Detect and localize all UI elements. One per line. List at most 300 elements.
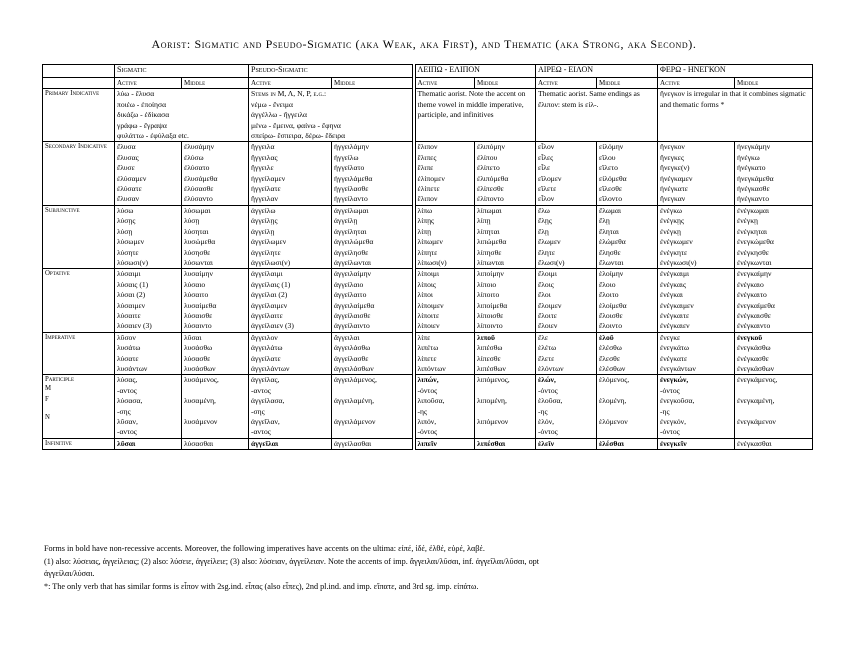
aorist-table	[42, 64, 813, 450]
voice-header-row	[43, 78, 813, 89]
cell-sigmatic-middle	[182, 375, 249, 438]
gender-m: M	[45, 385, 52, 393]
form: ἑλοῦ	[599, 332, 614, 342]
form: ἀγγείλαι (2)	[251, 290, 288, 300]
form: ἕληται	[599, 226, 619, 236]
form: ἕλοιμι	[538, 269, 557, 279]
cell-pseudo-middle	[332, 269, 414, 332]
form: ἑλομένη,	[599, 396, 627, 406]
form: ἀγγειλάντων	[251, 363, 290, 373]
form: ἑλοίμην	[599, 269, 624, 279]
form: ἐνεγκάντων	[660, 363, 696, 373]
form: ἀγγείλωνται	[334, 257, 371, 267]
form: εἵλου	[599, 152, 616, 162]
form: ἐνεγκοῦσα,	[660, 396, 695, 406]
form: ἐλίπετο	[477, 163, 500, 173]
cell-primary-pseudo	[249, 89, 414, 142]
form: λιπόντων	[417, 363, 446, 373]
form: ἕλοιεν	[538, 321, 558, 331]
form: ἐνέγκωμαι	[737, 205, 770, 215]
form: λυσάμενος,	[184, 375, 219, 385]
cell-leipo-active: λιπεῖν	[414, 438, 475, 449]
form: λιπών,	[417, 375, 439, 385]
form: ἑλέτω	[538, 343, 557, 353]
footnote-line: (1) also: λύσειας, ἀγγείλειας; (2) also: λύσειε, ἀγγείλειε; (3) also: λύσειαν, ἀγγείλειαν. Note the accents of imp. ἄγγειλαι/λῦσαι, inf. ἀγγεῖλαι/λῦσαι, opt	[44, 556, 540, 566]
footnote-line: ἀγγείλαι/λύσαι.	[44, 569, 95, 579]
form: λύσωνται	[184, 257, 213, 267]
form: εἵλετε	[538, 184, 557, 194]
form: ἀγγειλώμεθα	[334, 237, 374, 247]
cell-leipo-active	[414, 269, 475, 332]
gender-n: N	[45, 414, 50, 422]
form: ἕλητε	[538, 247, 556, 257]
cell-leipo-active	[414, 142, 475, 205]
voice-middle: Middle	[332, 78, 414, 89]
cell-primary-leipo: Thematic aorist. Note the accent on theme vowel in middle imperative, participle, and infinitives	[414, 89, 536, 142]
form: ἐνέγκηται	[737, 226, 768, 236]
form: ἐλύσατε	[117, 184, 142, 194]
form: ἕλῃ	[599, 216, 610, 226]
voice-middle: Middle	[735, 78, 813, 89]
form: ἑλόμενος,	[599, 375, 630, 385]
row-optative	[43, 269, 813, 332]
form: ἐλιπόμεθα	[477, 173, 509, 183]
form: -ης	[538, 406, 548, 416]
form: ἀγγειλάσθω	[334, 343, 371, 353]
cell-primary-haireo: Thematic aorist. Same endings as ἔλιπον: stem is εἱλ-.	[536, 89, 658, 142]
form: ἐλίπου	[477, 152, 498, 162]
form: ἕλοιτο	[599, 290, 619, 300]
form: ἕλεσθε	[599, 353, 621, 363]
form: λίπω	[417, 205, 433, 215]
form: λίπετε	[417, 353, 437, 363]
form: λύσωσι(ν)	[117, 257, 149, 267]
group-leipo: ΛΕΙΠΩ - ΕΛΙΠΟΝ	[414, 65, 536, 78]
row-participle	[43, 375, 813, 438]
form: λύσας,	[117, 375, 138, 385]
cell-pseudo-middle	[332, 205, 414, 268]
form: ἀγγειλάμενος,	[334, 375, 377, 385]
cell-phero-middle	[735, 205, 813, 268]
cell-phero-active	[658, 332, 735, 375]
row-label-participle	[43, 375, 115, 438]
form: ἀγγειλάμενον	[334, 416, 376, 426]
form: -σης	[251, 406, 265, 416]
form: λύσω	[117, 205, 134, 215]
cell-primary-phero: ἤνεγκον is irregular in that it combines sigmatic and thematic forms *	[658, 89, 813, 142]
voice-active: Active	[658, 78, 735, 89]
form: λίπητε	[417, 247, 438, 257]
form: -αντος	[117, 427, 137, 437]
form: ἑλέσθω	[599, 343, 622, 353]
form: εἵλετο	[599, 163, 618, 173]
form: ἐνεγκάτω	[660, 343, 689, 353]
cell-pseudo-active	[249, 205, 332, 268]
form: ἀγγειλαμένη,	[334, 396, 375, 406]
form: ἐνεγκάμενος,	[737, 375, 778, 385]
form: ἤγγειλα	[251, 142, 275, 152]
cell-leipo-middle	[475, 375, 536, 438]
form: ἐνέγκαιμεν	[660, 300, 694, 310]
form: λίποις	[417, 279, 436, 289]
row-label: Participle	[45, 376, 75, 384]
form: ἐλίποντο	[477, 194, 504, 204]
form: ἑλώμεθα	[599, 237, 626, 247]
voice-active: Active	[414, 78, 475, 89]
form: -όντος	[538, 427, 558, 437]
form: λυσάτω	[117, 343, 141, 353]
corner-cell	[43, 65, 115, 78]
form: λύσῃς	[117, 216, 136, 226]
form: ἠνεγκάμεθα	[737, 173, 774, 183]
form: εἱλόμεθα	[599, 173, 627, 183]
form: ἕλοιο	[599, 279, 616, 289]
form: ἔλυσαν	[117, 194, 139, 204]
cell-phero-active: ἐνεγκεῖν	[658, 438, 735, 449]
cell-line: ποιέω - ἐποίησα	[117, 99, 167, 109]
form: λύσαιμι	[117, 269, 141, 279]
cell-phero-active	[658, 375, 735, 438]
group-sigmatic: Sigmatic	[115, 65, 249, 78]
form: ἕλοι	[538, 290, 551, 300]
cell-pseudo-middle	[332, 142, 414, 205]
form: ἤνεγκαν	[660, 194, 686, 204]
form: ἐλίπετε	[417, 184, 440, 194]
cell-leipo-middle	[475, 142, 536, 205]
form: λύσητε	[117, 247, 139, 257]
form: ἔνεγκε	[660, 332, 681, 342]
form: ἑλόμενον	[599, 416, 628, 426]
cell-primary-sigmatic	[115, 89, 249, 142]
row-infinitive	[43, 438, 813, 449]
form: ἀγγείλασα,	[251, 396, 285, 406]
form: ἠγγείλατο	[334, 163, 365, 173]
form: ἠνέγκατε	[660, 184, 688, 194]
form: λίπησθε	[477, 247, 502, 257]
form: ἀγγείλατε	[251, 353, 281, 363]
form: ἀγγείλωσι(ν)	[251, 257, 291, 267]
form: ἑλέσθων	[599, 363, 626, 373]
form: ἐνεγκαίμεθα	[737, 300, 775, 310]
cell-haireo-middle	[597, 205, 658, 268]
form: λίπῃ	[477, 216, 491, 226]
form: εἵλεσθε	[599, 184, 623, 194]
form: λιποῦσα,	[417, 396, 445, 406]
cell-pseudo-middle	[332, 332, 414, 375]
row-subjunctive	[43, 205, 813, 268]
voice-active: Active	[249, 78, 332, 89]
form: -αντος	[117, 385, 137, 395]
voice-active: Active	[115, 78, 182, 89]
form: ἀγγείλασθε	[334, 353, 369, 363]
form: ἠνέγκαμεν	[660, 173, 693, 183]
form: ἠνέγκω	[737, 152, 760, 162]
form: ἠγγείλασθε	[334, 184, 369, 194]
form: ἀγγείλητε	[251, 247, 281, 257]
form: ἔλιπον	[417, 142, 438, 152]
group-phero: ΦΕΡΩ - ΗΝΕΓΚΟΝ	[658, 65, 813, 78]
form: ἐλυσάμεθα	[184, 173, 218, 183]
form: λίποι	[417, 290, 433, 300]
cell-line: δικάζω - ἐδίκασα	[117, 110, 170, 120]
form: ἐνεγκόν,	[660, 417, 686, 426]
form: ἐνεγκάσθων	[737, 363, 775, 373]
footnote-line: Forms in bold have non-recessive accents. Moreover, the following imperatives have accents on the ultima: εἰπέ, ἰδέ, ἐλθέ, εὑρέ, λαβέ.	[44, 544, 485, 553]
form: λιποῦ	[477, 332, 495, 342]
cell-line: γράφω - ἔγραψα	[117, 120, 167, 130]
form: ἠνεγκάμην	[737, 142, 771, 152]
form: εἱλόμην	[599, 142, 624, 152]
voice-middle: Middle	[597, 78, 658, 89]
form: λίπε	[417, 332, 431, 342]
form: ἐλιπόμην	[477, 142, 505, 152]
form: ἐλύσασθε	[184, 184, 214, 194]
form: λυσώμεθα	[184, 237, 216, 247]
form: λύσαι (2)	[117, 290, 146, 300]
cell-line: φυλάττω - ἐφύλαξα etc.	[117, 131, 189, 141]
form: λύσαιμεν	[117, 300, 146, 310]
form: ἐνέγκασθε	[737, 353, 769, 363]
form: ἠνέγκαντο	[737, 194, 770, 204]
cell-pseudo-middle	[332, 375, 414, 438]
form: ἀγγείλαις (1)	[251, 279, 291, 289]
form: ἀγγείλαιμι	[251, 269, 283, 279]
form: λύσηται	[184, 226, 209, 236]
form: ἠγγείλατε	[251, 184, 281, 194]
cell-sigmatic-active	[115, 269, 182, 332]
form: λίποιτε	[417, 310, 440, 320]
form: ἐνεγκαμένη,	[737, 396, 775, 406]
cell-sigmatic-middle	[182, 269, 249, 332]
cell-phero-middle	[735, 269, 813, 332]
form: -όντος	[538, 385, 558, 395]
form: ἐλίπομεν	[417, 173, 445, 183]
form: ἕλοις	[538, 279, 554, 289]
form: -ης	[417, 406, 428, 416]
form: ἀγγείλαιμεν	[251, 300, 288, 310]
form: ἠγγείλαμεν	[251, 173, 286, 183]
form: ἐνέγκαιμι	[660, 269, 690, 279]
form: λίποιμι	[417, 269, 440, 279]
form: ἀγγείλησθε	[334, 247, 369, 257]
group-pseudo-sigmatic: Pseudo-Sigmatic	[249, 65, 414, 78]
form: ἕλοιντο	[599, 321, 623, 331]
cell-haireo-middle	[597, 269, 658, 332]
form: ἀγγείλαιο	[334, 279, 364, 289]
form: λύσῃ	[184, 216, 200, 226]
cell-sigmatic-middle	[182, 332, 249, 375]
cell-pseudo-active	[249, 142, 332, 205]
form: ἀγγείλαιτε	[251, 310, 283, 320]
form: ἐνέγκατε	[660, 353, 688, 363]
form: ἕλω	[538, 205, 550, 215]
form: ἐνεγκών,	[660, 375, 689, 385]
form: λίπῃ	[417, 226, 432, 236]
form: λιπέσθων	[477, 363, 506, 373]
cell-phero-active	[658, 205, 735, 268]
form: ἠνέγκασθε	[737, 184, 770, 194]
form: λιπέτω	[417, 343, 439, 353]
form: -όντος	[660, 427, 680, 437]
form: ἠγγειλάμεθα	[334, 173, 373, 183]
form: ἐλίπεσθε	[477, 184, 504, 194]
cell-haireo-active	[536, 332, 597, 375]
form: ἀγγείλωμαι	[334, 205, 369, 215]
cell-line: λύω - ἔλυσα	[117, 89, 155, 99]
form: ἐνέγκῃς	[660, 216, 685, 226]
row-label: Secondary Indicative	[43, 142, 115, 205]
form: ἑλοίμεθα	[599, 300, 627, 310]
form: ἑλόντων	[538, 363, 564, 373]
form: λίπηται	[477, 226, 500, 236]
cell-phero-middle: ἐνέγκασθαι	[735, 438, 813, 449]
form: ἠγγείλω	[334, 152, 359, 162]
cell-pseudo-active	[249, 269, 332, 332]
form: ἑλόν,	[538, 417, 555, 426]
form: ἤγγειλε	[251, 163, 274, 173]
form: ἐνέγκαισθε	[737, 310, 771, 320]
form: λιποίμην	[477, 269, 504, 279]
form: ἐλύσω	[184, 152, 204, 162]
form: λυσάμενον	[184, 416, 218, 426]
form: ἀγγεῖλαν,	[251, 417, 280, 426]
form: -όντος	[660, 385, 680, 395]
cell-leipo-middle	[475, 269, 536, 332]
row-label: Optative	[43, 269, 115, 332]
form: εἷλον	[538, 194, 555, 204]
form: εἵλοντο	[599, 194, 623, 204]
cell-leipo-middle	[475, 332, 536, 375]
form: λυσαίμην	[184, 269, 213, 279]
form: ἐνέγκῃ	[660, 226, 681, 236]
cell-line: ἀγγέλλω - ἤγγειλα	[251, 110, 308, 120]
cell-sigmatic-active	[115, 375, 182, 438]
form: ἤνεγκον	[660, 142, 685, 152]
form: ἐλυσάμην	[184, 142, 215, 152]
cell-pseudo-active	[249, 332, 332, 375]
form: ἔλιπες	[417, 152, 437, 162]
form: ἐνέγκω	[660, 205, 682, 215]
form: λύσαις (1)	[117, 279, 149, 289]
form: λιπόμενον	[477, 416, 509, 426]
form: λυσαμένη,	[184, 396, 216, 406]
cell-haireo-active	[536, 375, 597, 438]
form: λύσαιντο	[184, 321, 212, 331]
form: ἤγγειλαν	[251, 194, 278, 204]
cell-haireo-active: ἑλεῖν	[536, 438, 597, 449]
form: ἐνεγκάμενον	[737, 416, 776, 426]
form: λῦσον	[117, 332, 136, 342]
form: ἐνεγκοῦ	[737, 332, 763, 342]
form: λύσησθε	[184, 247, 211, 257]
form: λύσωμεν	[117, 237, 145, 247]
form: ἑλοῦσα,	[538, 396, 563, 406]
form: ἑλών,	[538, 375, 556, 385]
row-label: Primary Indicative	[43, 89, 115, 142]
spacer	[45, 405, 112, 413]
cell-leipo-active	[414, 205, 475, 268]
form: λυσαίμεθα	[184, 300, 217, 310]
form: -αντος	[251, 427, 271, 437]
cell-sigmatic-active	[115, 142, 182, 205]
form: ἀγγείλαιεν (3)	[251, 321, 294, 331]
row-label: Subjunctive	[43, 205, 115, 268]
cell-leipo-middle: λιπέσθαι	[475, 438, 536, 449]
cell-leipo-active	[414, 375, 475, 438]
form: ἄγγειλον	[251, 332, 278, 342]
form: λύσαιτε	[117, 310, 141, 320]
form: ἐνέγκαιεν	[660, 321, 690, 331]
cell-phero-active	[658, 269, 735, 332]
form: λύσασθε	[184, 353, 211, 363]
cell-haireo-middle: ἑλέσθαι	[597, 438, 658, 449]
form: ἕλωμαι	[599, 205, 621, 215]
cell-line: Stems in Μ, Λ, Ν, Ρ, e.g.:	[251, 89, 327, 99]
row-primary-indicative	[43, 89, 813, 142]
form: ἀγγείλῃ	[251, 226, 275, 236]
form: λίποιτο	[477, 290, 500, 300]
form: ἀγγείλαισθε	[334, 310, 371, 320]
cell-sigmatic-active: λῦσαι	[115, 438, 182, 449]
form: ἀγγείλω	[251, 205, 276, 215]
form: λίποισθε	[477, 310, 504, 320]
form: ἕλε	[538, 332, 549, 342]
cell-sigmatic-active	[115, 332, 182, 375]
form: ἕλωμεν	[538, 237, 561, 247]
form: ἀγγείλαιτο	[334, 290, 367, 300]
form: ἐλύσατο	[184, 163, 210, 173]
form: ἕλῃς	[538, 216, 552, 226]
form: λίπωσι(ν)	[417, 257, 447, 267]
form: λύσαισθε	[184, 310, 213, 320]
form: ἤγγειλας	[251, 152, 278, 162]
form: -ης	[660, 406, 670, 416]
form: ἤνεγκε(ν)	[660, 163, 690, 173]
form: λύσαιο	[184, 279, 206, 289]
form: λιπόμενος,	[477, 375, 510, 385]
form: λιπέσθω	[477, 343, 503, 353]
form: -όντος	[417, 385, 438, 395]
form: ἔλυσας	[117, 152, 139, 162]
footnote-line: *: The only verb that has similar forms is εἶπον with 2sg.ind. εἶπας (also εἶπες), 2nd pl.ind. and imp. εἴπατε, and 3rd sg. imp. εἰπάτω.	[44, 581, 479, 591]
voice-middle: Middle	[182, 78, 249, 89]
form: εἷλε	[538, 163, 551, 173]
form: ἕλοιμεν	[538, 300, 562, 310]
form: ἕλετε	[538, 353, 555, 363]
cell-haireo-middle	[597, 375, 658, 438]
cell-pseudo-active: ἀγγεῖλαι	[249, 438, 332, 449]
form: -όντος	[417, 427, 438, 437]
form: ἀγγειλαίμεθα	[334, 300, 375, 310]
cell-pseudo-middle: ἀγγείλασθαι	[332, 438, 414, 449]
form: ἀγγείλῃς	[251, 216, 278, 226]
cell-leipo-middle	[475, 205, 536, 268]
form: ἀγγείλῃ	[334, 216, 358, 226]
gender-f: F	[45, 395, 49, 403]
form: εἷλον	[538, 142, 555, 152]
form: ἀγγείληται	[334, 226, 367, 236]
form: ἐλύσαμεν	[117, 173, 147, 183]
form: λίπωμεν	[417, 237, 443, 247]
form: ἐνέγκαιτε	[660, 310, 690, 320]
row-secondary-indicative	[43, 142, 813, 205]
form: ἐνέγκαις	[660, 279, 686, 289]
cell-phero-middle	[735, 332, 813, 375]
form: λίποιντο	[477, 321, 503, 331]
form: ἔλυσα	[117, 142, 136, 152]
corner-cell	[43, 78, 115, 89]
page-title: Aorist: Sigmatic and Pseudo-Sigmatic (aka Weak, aka First), and Thematic (aka Strong, aka Second).	[151, 37, 697, 51]
